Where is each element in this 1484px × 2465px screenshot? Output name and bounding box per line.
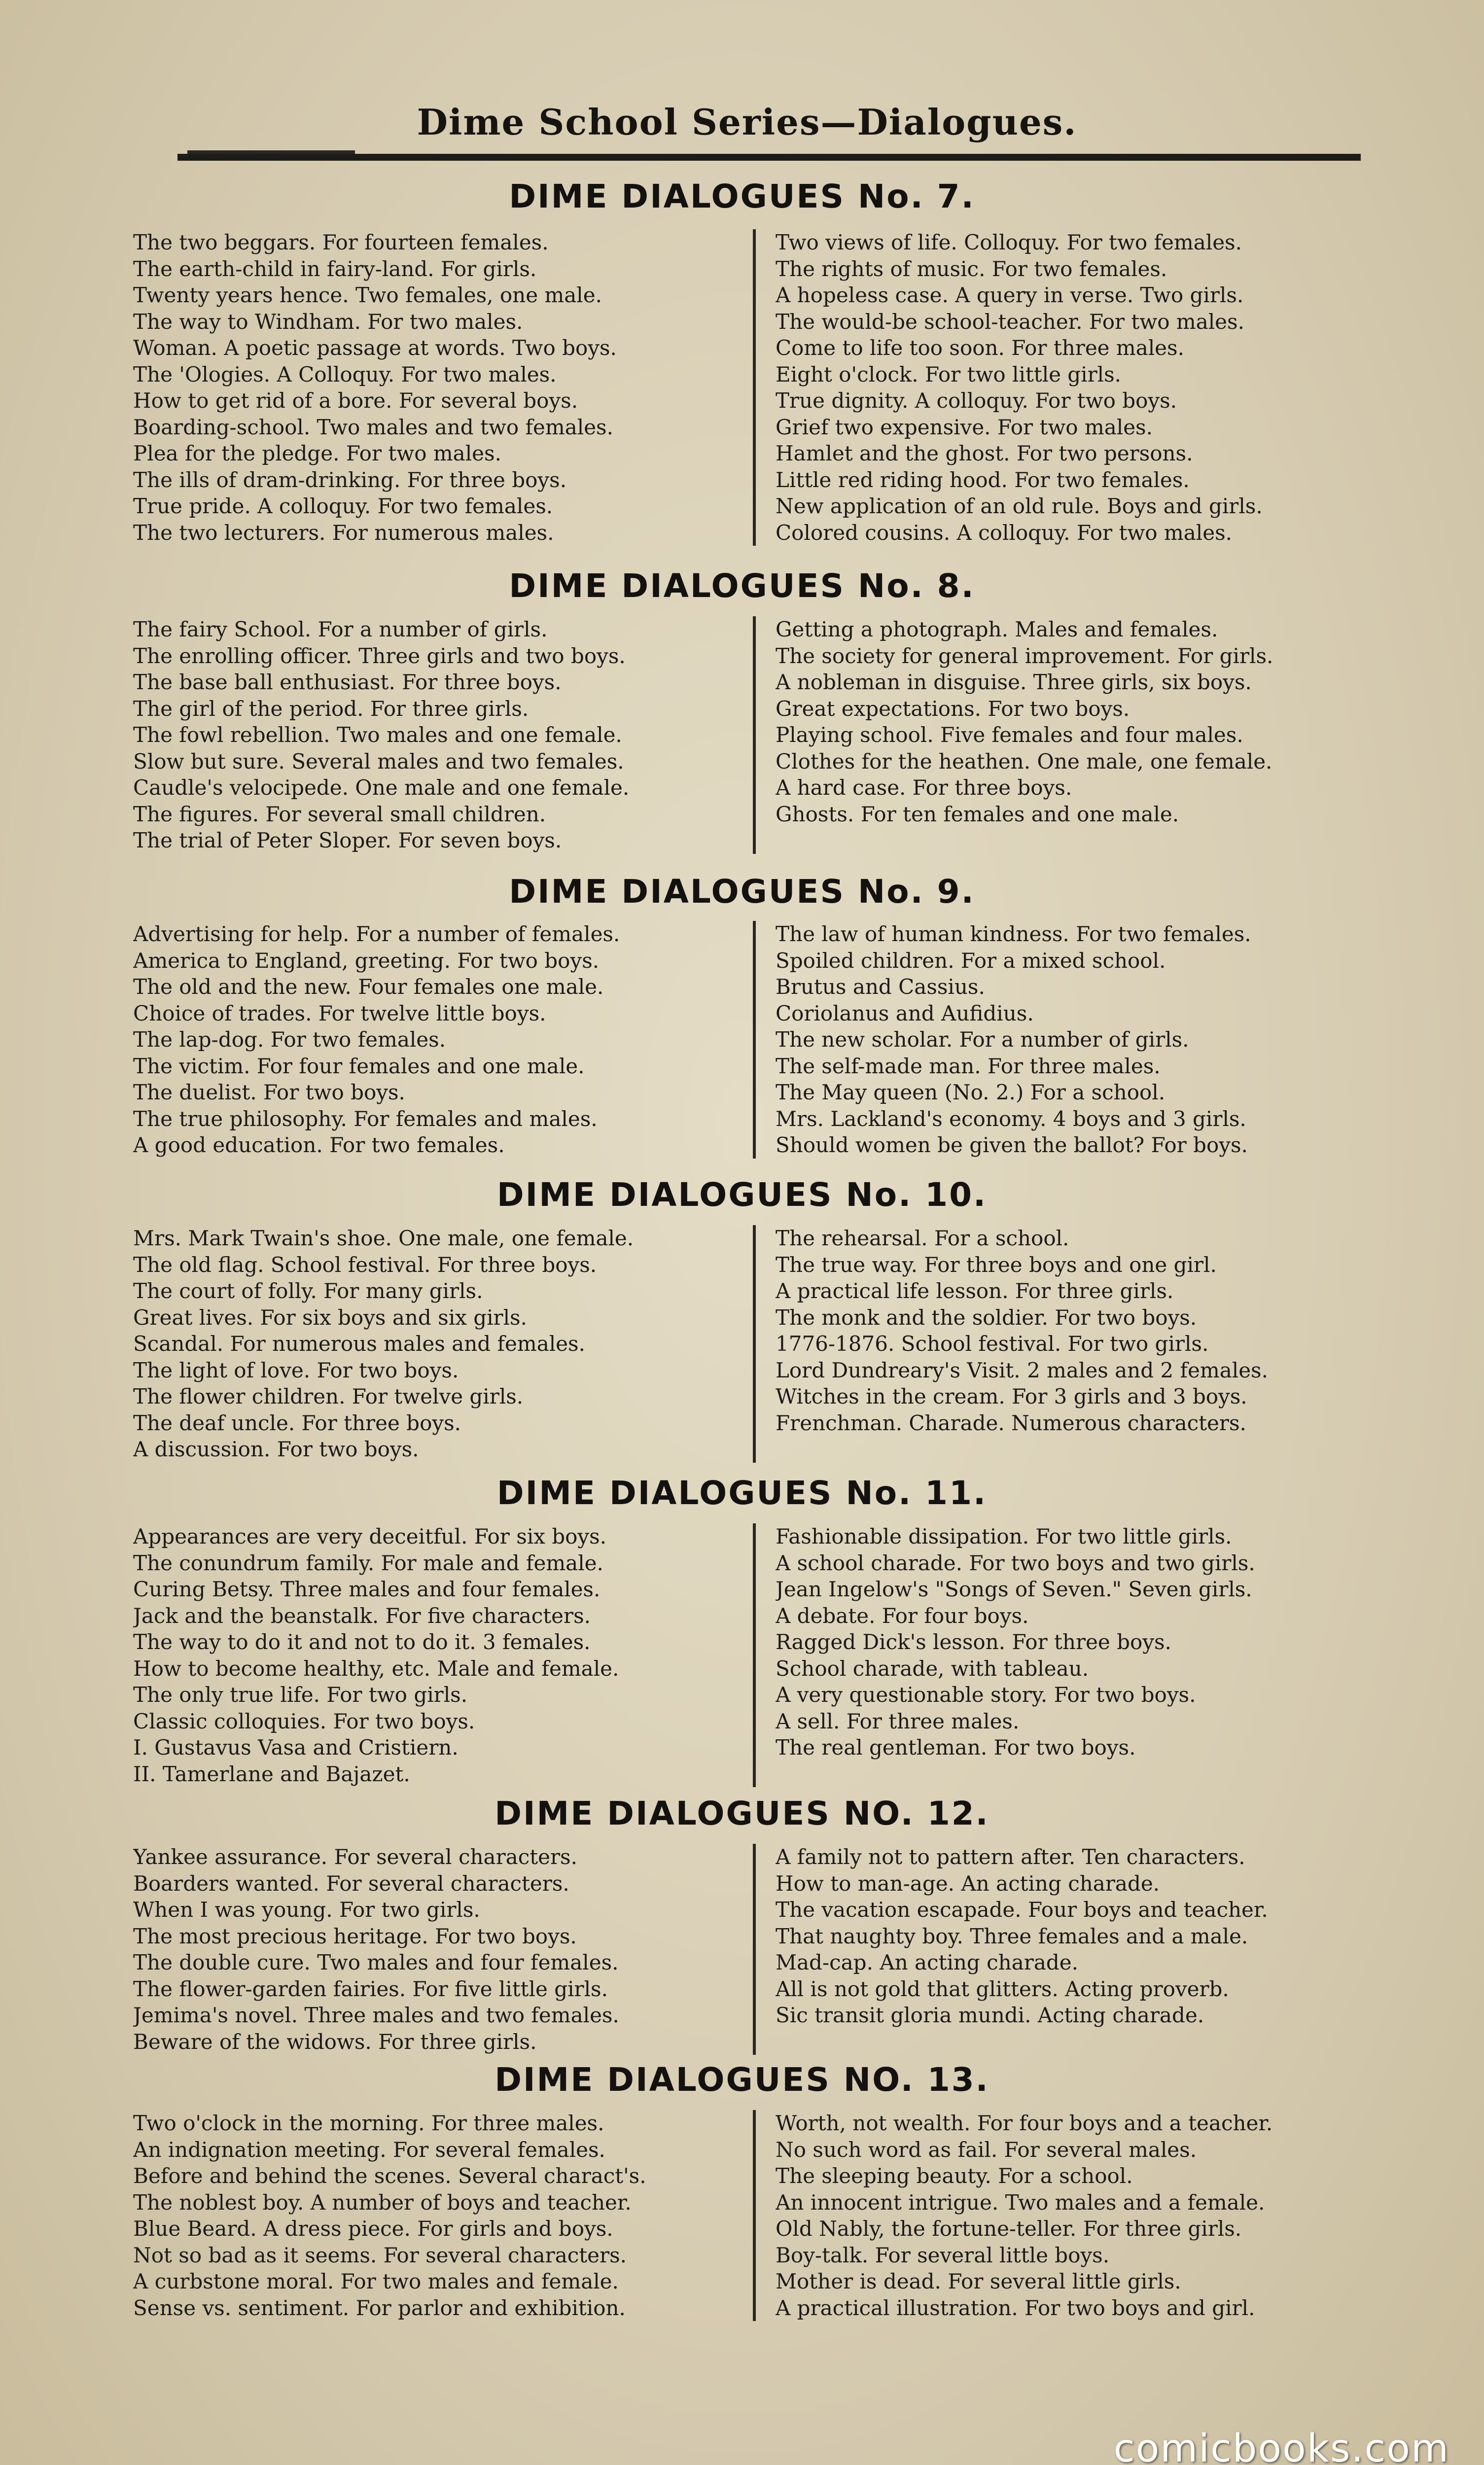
list-item: School charade, with tableau. xyxy=(776,1656,1089,1681)
list-item: 1776-1876. School festival. For two girls. xyxy=(776,1332,1209,1356)
list-item: The true philosophy. For females and males. xyxy=(133,1106,598,1131)
list-item: Mad-cap. An acting charade. xyxy=(776,1950,1078,1974)
watermark: comicbooks.com xyxy=(1113,2427,1449,2465)
list-item: Frenchman. Charade. Numerous characters. xyxy=(776,1410,1246,1435)
list-item: A family not to pattern after. Ten characters. xyxy=(776,1845,1245,1869)
section-title: DIME DIALOGUES No. 7. xyxy=(509,177,975,215)
list-item: Witches in the cream. For 3 girls and 3 boys. xyxy=(776,1384,1247,1409)
list-item: The only true life. For two girls. xyxy=(133,1683,468,1707)
list-item: Plea for the pledge. For two males. xyxy=(133,441,501,465)
section-title: DIME DIALOGUES No. 11. xyxy=(496,1474,988,1512)
list-item: Woman. A poetic passage at words. Two boys. xyxy=(133,336,617,360)
list-item: A curbstone moral. For two males and female. xyxy=(133,2269,619,2293)
list-item: Two o'clock in the morning. For three males. xyxy=(133,2111,604,2135)
list-item: Colored cousins. A colloquy. For two males. xyxy=(776,520,1232,545)
right-column xyxy=(756,229,1376,546)
list-item: The sleeping beauty. For a school. xyxy=(776,2164,1133,2188)
list-item: The way to Windham. For two males. xyxy=(133,309,523,334)
list-item: Fashionable dissipation. For two little girls. xyxy=(776,1524,1232,1549)
list-item: Before and behind the scenes. Several charact's. xyxy=(133,2164,646,2188)
list-item: Should women be given the ballot? For boys. xyxy=(776,1133,1248,1157)
list-item: A hard case. For three boys. xyxy=(776,775,1072,800)
list-item: The earth-child in fairy-land. For girls. xyxy=(133,256,537,281)
list-item: A practical illustration. For two boys and girl. xyxy=(776,2295,1255,2320)
list-item: The two lecturers. For numerous males. xyxy=(133,520,554,545)
list-item: Getting a photograph. Males and females. xyxy=(776,617,1218,641)
right-column xyxy=(756,1523,1376,1787)
list-item: Great lives. For six boys and six girls. xyxy=(133,1305,527,1330)
list-item: Blue Beard. A dress piece. For girls and boys. xyxy=(133,2217,613,2241)
section-columns xyxy=(133,2110,1376,2321)
list-item: The would-be school-teacher. For two males. xyxy=(776,309,1244,334)
left-column xyxy=(133,921,756,1159)
list-item: The old flag. School festival. For three boys. xyxy=(133,1252,597,1277)
list-item: Brutus and Cassius. xyxy=(776,975,985,999)
list-item: Boy-talk. For several little boys. xyxy=(776,2243,1110,2267)
list-item: That naughty boy. Three females and a male. xyxy=(776,1924,1248,1948)
list-item: Ghosts. For ten females and one male. xyxy=(776,802,1179,826)
list-item: Beware of the widows. For three girls. xyxy=(133,2029,537,2054)
right-column xyxy=(756,1844,1376,2055)
list-item: The trial of Peter Sloper. For seven boys. xyxy=(133,828,562,852)
list-item: Mrs. Lackland's economy. 4 boys and 3 girls. xyxy=(776,1106,1246,1131)
list-item: A hopeless case. A query in verse. Two girls. xyxy=(776,283,1244,307)
left-column xyxy=(133,616,756,854)
list-item: A nobleman in disguise. Three girls, six boys. xyxy=(776,670,1252,694)
right-column xyxy=(756,1225,1376,1463)
list-item: Clothes for the heathen. One male, one female. xyxy=(776,749,1272,774)
list-item: A school charade. For two boys and two girls. xyxy=(776,1550,1255,1575)
list-item: The base ball enthusiast. For three boys. xyxy=(133,670,562,694)
left-column xyxy=(133,229,756,546)
list-item: Sense vs. sentiment. For parlor and exhibition. xyxy=(133,2295,626,2320)
list-item: Boarders wanted. For several characters. xyxy=(133,1871,569,1896)
list-item: The court of folly. For many girls. xyxy=(133,1279,483,1303)
list-item: I. Gustavus Vasa and Cristiern. xyxy=(133,1735,459,1760)
list-item: True dignity. A colloquy. For two boys. xyxy=(776,388,1177,413)
section-columns xyxy=(133,1225,1376,1463)
list-item: Little red riding hood. For two females. xyxy=(776,467,1190,492)
section-columns xyxy=(133,921,1376,1159)
list-item: The society for general improvement. For girls. xyxy=(776,643,1273,668)
left-column xyxy=(133,1523,756,1787)
list-item: A practical life lesson. For three girls. xyxy=(776,1279,1174,1303)
list-item: Jack and the beanstalk. For five characters. xyxy=(133,1603,591,1628)
list-item: Choice of trades. For twelve little boys. xyxy=(133,1001,546,1025)
page-header: Dime School Series—Dialogues. xyxy=(417,101,1077,143)
section-title: DIME DIALOGUES No. 8. xyxy=(509,567,975,605)
list-item: The ills of dram-drinking. For three boys. xyxy=(133,467,567,492)
section-columns xyxy=(133,1844,1376,2055)
list-item: All is not gold that glitters. Acting proverb. xyxy=(776,1976,1229,2001)
right-column xyxy=(756,2110,1376,2321)
section-title: DIME DIALOGUES No. 9. xyxy=(509,873,975,911)
list-item: Yankee assurance. For several characters. xyxy=(133,1845,577,1869)
list-item: No such word as fail. For several males. xyxy=(776,2137,1197,2162)
list-item: The May queen (No. 2.) For a school. xyxy=(776,1080,1166,1104)
list-item: The monk and the soldier. For two boys. xyxy=(776,1305,1197,1330)
header-rule xyxy=(177,154,1361,161)
section-columns xyxy=(133,1523,1376,1787)
list-item: Mother is dead. For several little girls. xyxy=(776,2269,1181,2293)
list-item: Sic transit gloria mundi. Acting charade. xyxy=(776,2003,1204,2027)
list-item: The way to do it and not to do it. 3 females. xyxy=(133,1630,591,1654)
list-item: The girl of the period. For three girls. xyxy=(133,696,529,721)
list-item: A very questionable story. For two boys. xyxy=(776,1683,1196,1707)
list-item: The rights of music. For two females. xyxy=(776,256,1167,281)
list-item: The new scholar. For a number of girls. xyxy=(776,1027,1189,1052)
list-item: A discussion. For two boys. xyxy=(133,1437,419,1461)
list-item: The two beggars. For fourteen females. xyxy=(133,230,549,254)
list-item: Grief two expensive. For two males. xyxy=(776,415,1153,439)
list-item: The vacation escapade. Four boys and teacher. xyxy=(776,1898,1268,1922)
list-item: The double cure. Two males and four females. xyxy=(133,1950,619,1974)
list-item: The old and the new. Four females one male. xyxy=(133,975,604,999)
list-item: Slow but sure. Several males and two females. xyxy=(133,749,624,774)
section-title: DIME DIALOGUES NO. 12. xyxy=(495,1795,989,1832)
left-column xyxy=(133,2110,756,2321)
list-item: Playing school. Five females and four males. xyxy=(776,723,1243,747)
list-item: The rehearsal. For a school. xyxy=(776,1226,1069,1250)
list-item: Curing Betsy. Three males and four females. xyxy=(133,1577,601,1601)
list-item: The most precious heritage. For two boys. xyxy=(133,1924,577,1948)
right-column xyxy=(756,921,1376,1159)
left-column xyxy=(133,1844,756,2055)
list-item: The real gentleman. For two boys. xyxy=(776,1735,1136,1760)
list-item: Appearances are very deceitful. For six boys. xyxy=(133,1524,607,1549)
list-item: Mrs. Mark Twain's shoe. One male, one female. xyxy=(133,1226,634,1250)
list-item: Jean Ingelow's "Songs of Seven." Seven girls. xyxy=(776,1577,1252,1601)
list-item: The deaf uncle. For three boys. xyxy=(133,1410,461,1435)
list-item: Hamlet and the ghost. For two persons. xyxy=(776,441,1193,465)
list-item: The lap-dog. For two females. xyxy=(133,1027,446,1052)
section-title: DIME DIALOGUES NO. 13. xyxy=(495,2061,989,2099)
list-item: Classic colloquies. For two boys. xyxy=(133,1709,475,1733)
list-item: The light of love. For two boys. xyxy=(133,1358,459,1382)
list-item: An innocent intrigue. Two males and a female. xyxy=(776,2190,1265,2215)
list-item: Jemima's novel. Three males and two females. xyxy=(133,2003,619,2027)
list-item: The true way. For three boys and one girl. xyxy=(776,1252,1217,1277)
list-item: New application of an old rule. Boys and girls. xyxy=(776,494,1263,518)
list-item: Spoiled children. For a mixed school. xyxy=(776,948,1166,973)
list-item: The 'Ologies. A Colloquy. For two males. xyxy=(133,362,557,387)
section-columns xyxy=(133,229,1376,546)
list-item: II. Tamerlane and Bajazet. xyxy=(133,1761,410,1786)
left-column xyxy=(133,1225,756,1463)
list-item: Come to life too soon. For three males. xyxy=(776,336,1184,360)
list-item: Eight o'clock. For two little girls. xyxy=(776,362,1122,387)
list-item: Great expectations. For two boys. xyxy=(776,696,1130,721)
list-item: The duelist. For two boys. xyxy=(133,1080,405,1104)
list-item: How to become healthy, etc. Male and female. xyxy=(133,1656,619,1681)
list-item: Worth, not wealth. For four boys and a teacher. xyxy=(776,2111,1273,2135)
section-title: DIME DIALOGUES No. 10. xyxy=(496,1176,988,1214)
list-item: A good education. For two females. xyxy=(133,1133,505,1157)
list-item: The fowl rebellion. Two males and one female. xyxy=(133,723,622,747)
list-item: Two views of life. Colloquy. For two females. xyxy=(776,230,1242,254)
list-item: How to man-age. An acting charade. xyxy=(776,1871,1160,1896)
list-item: The conundrum family. For male and female. xyxy=(133,1550,603,1575)
list-item: America to England, greeting. For two boys. xyxy=(133,948,600,973)
list-item: Not so bad as it seems. For several characters. xyxy=(133,2243,627,2267)
list-item: Boarding-school. Two males and two females. xyxy=(133,415,613,439)
section-columns xyxy=(133,616,1376,854)
list-item: The self-made man. For three males. xyxy=(776,1054,1161,1078)
list-item: Coriolanus and Aufidius. xyxy=(776,1001,1034,1025)
list-item: An indignation meeting. For several females. xyxy=(133,2137,605,2162)
list-item: Twenty years hence. Two females, one male. xyxy=(133,283,602,307)
list-item: The fairy School. For a number of girls. xyxy=(133,617,548,641)
list-item: Caudle's velocipede. One male and one female. xyxy=(133,775,630,800)
list-item: The noblest boy. A number of boys and teacher. xyxy=(133,2190,632,2215)
list-item: How to get rid of a bore. For several boys. xyxy=(133,388,578,413)
right-column xyxy=(756,616,1376,854)
list-item: Old Nably, the fortune-teller. For three girls. xyxy=(776,2217,1242,2241)
list-item: When I was young. For two girls. xyxy=(133,1898,480,1922)
list-item: The figures. For several small children. xyxy=(133,802,546,826)
list-item: Ragged Dick's lesson. For three boys. xyxy=(776,1630,1171,1654)
list-item: The law of human kindness. For two females. xyxy=(776,922,1251,946)
list-item: Lord Dundreary's Visit. 2 males and 2 females. xyxy=(776,1358,1268,1382)
list-item: The flower children. For twelve girls. xyxy=(133,1384,524,1409)
list-item: The victim. For four females and one male. xyxy=(133,1054,585,1078)
list-item: Advertising for help. For a number of females. xyxy=(133,922,620,946)
list-item: The enrolling officer. Three girls and two boys. xyxy=(133,643,626,668)
list-item: Scandal. For numerous males and females. xyxy=(133,1332,585,1356)
list-item: True pride. A colloquy. For two females. xyxy=(133,494,553,518)
list-item: A sell. For three males. xyxy=(776,1709,1020,1733)
list-item: The flower-garden fairies. For five little girls. xyxy=(133,1976,608,2001)
list-item: A debate. For four boys. xyxy=(776,1603,1029,1628)
